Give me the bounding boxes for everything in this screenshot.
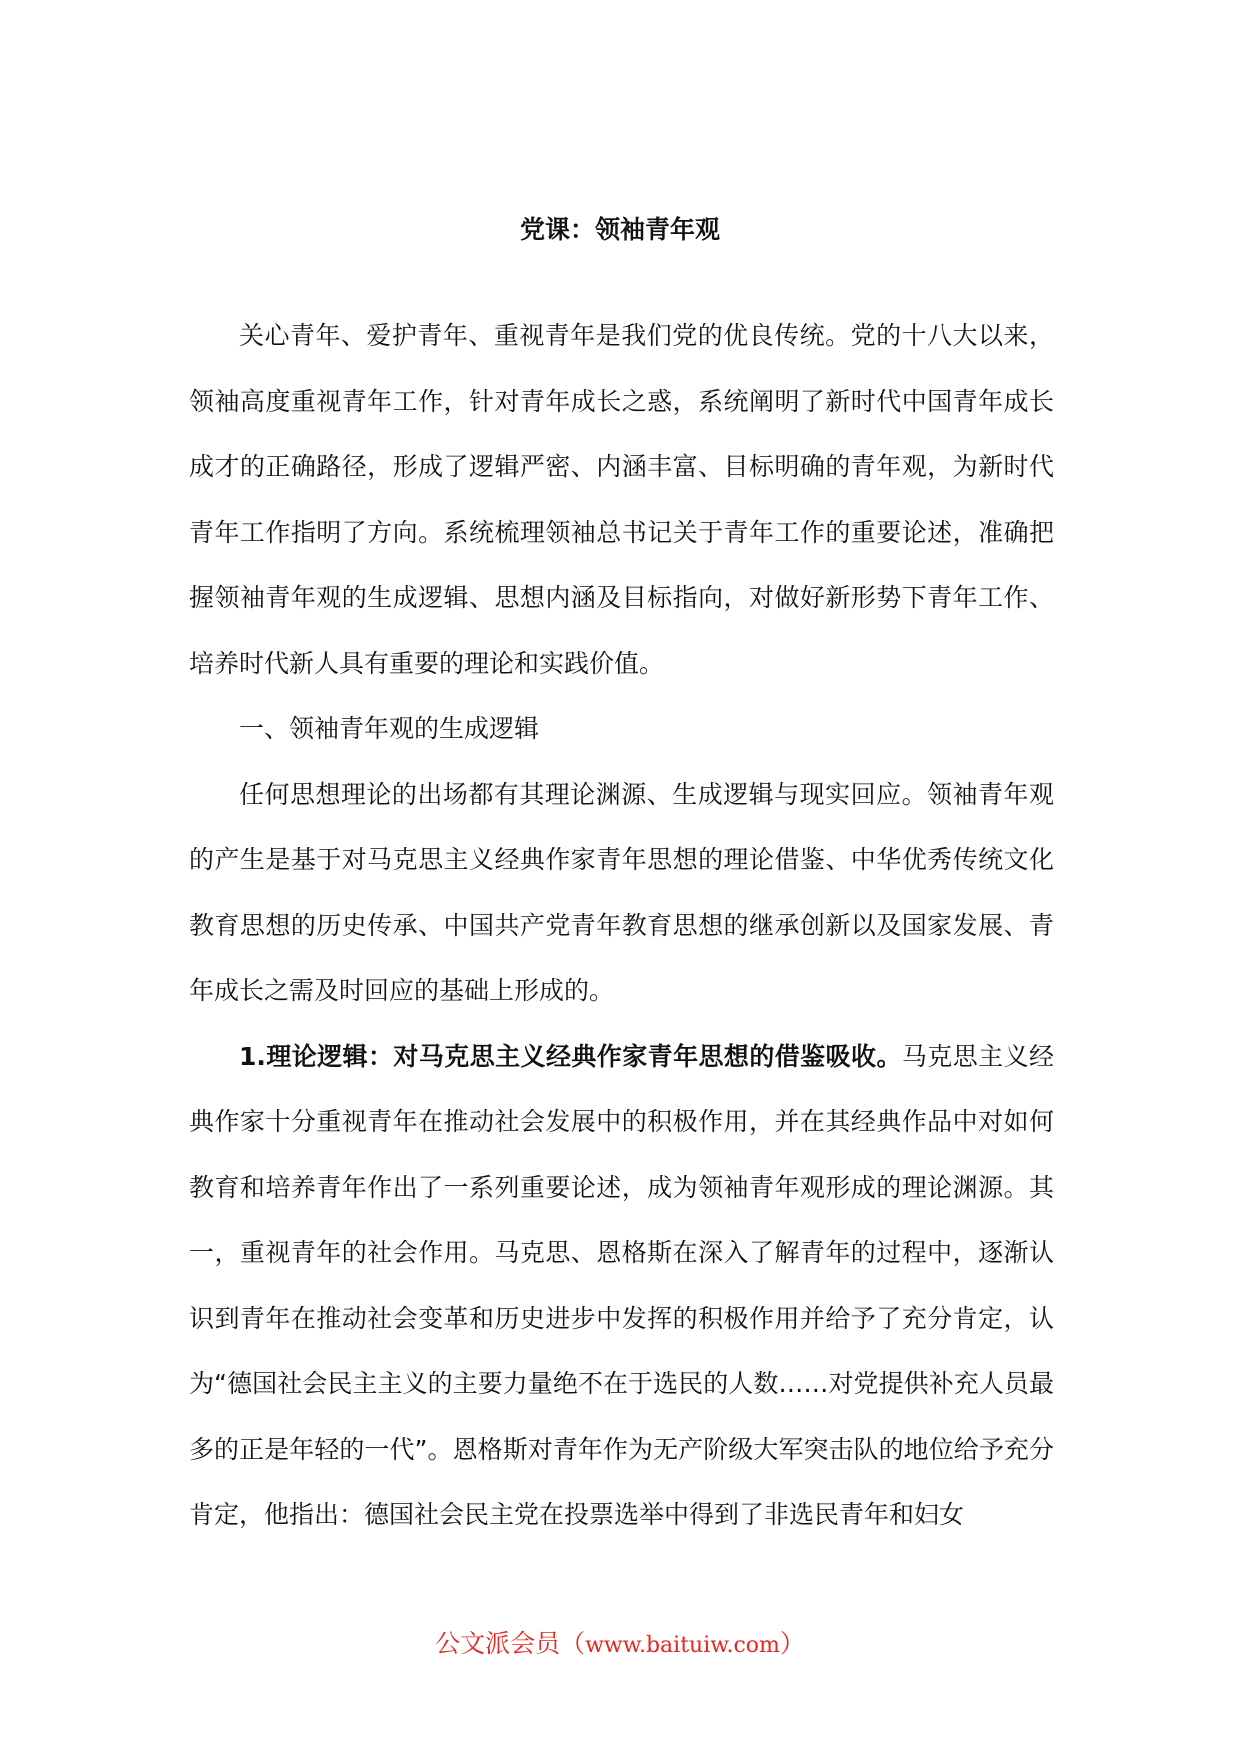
- paragraph-theory-logic: [189, 1024, 1054, 1548]
- footer-url[interactable]: www.baituiw.com: [585, 1633, 780, 1658]
- paragraph-intro: 关心青年、爱护青年、重视青年是我们党的优良传统。党的十八大以来，领袖高度重视青年工作，针对青年成长之惑，系统阐明了新时代中国青年成长成才的正确路径，形成了逻辑严密、内涵丰富、目标明确的青年观，为新时代青年工作指明了方向。系统梳理领袖总书记关于青年工作的重要论述，准确把握领袖青年观的生成逻辑、思想内涵及目标指向，对做好新形势下青年工作、培养时代新人具有重要的理论和实践价值。: [189, 321, 1054, 678]
- document-title: 党课：领袖青年观: [519, 215, 720, 244]
- footer-watermark: [0, 1626, 1240, 1664]
- paragraph-lead-bold: 1.理论逻辑：对马克思主义经典作家青年思想的借鉴吸收。: [239, 1041, 902, 1071]
- footer-open-paren: （: [560, 1629, 586, 1658]
- paragraph-genesis: 任何思想理论的出场都有其理论渊源、生成逻辑与现实回应。领袖青年观的产生是基于对马克思主义经典作家青年思想的理论借鉴、中华优秀传统文化教育思想的历史传承、中国共产党青年教育思想的继承创新以及国家发展、青年成长之需及时回应的基础上形成的。: [189, 779, 1054, 1005]
- document-body: [189, 303, 1054, 1548]
- footer-close-paren: ）: [779, 1629, 805, 1658]
- footer-label: 公文派会员: [435, 1629, 561, 1658]
- section-heading: 一、领袖青年观的生成逻辑: [239, 714, 540, 743]
- paragraph-theory-text: 马克思主义经典作家十分重视青年在推动社会发展中的积极作用，并在其经典作品中对如何教育和培养青年作出了一系列重要论述，成为领袖青年观形成的理论渊源。其一，重视青年的社会作用。马克思、恩格斯在深入了解青年的过程中，逐渐认识到青年在推动社会变革和历史进步中发挥的积极作用并给予了充分肯定，认为“德国社会民主主义的主要力量绝不在于选民的人数……对党提供补充人员最多的正是年轻的一代”。恩格斯对青年作为无产阶级大军突击队的地位给予充分肯定，他指出：德国社会民主党在投票选举中得到了非选民青年和妇女: [189, 1041, 1054, 1529]
